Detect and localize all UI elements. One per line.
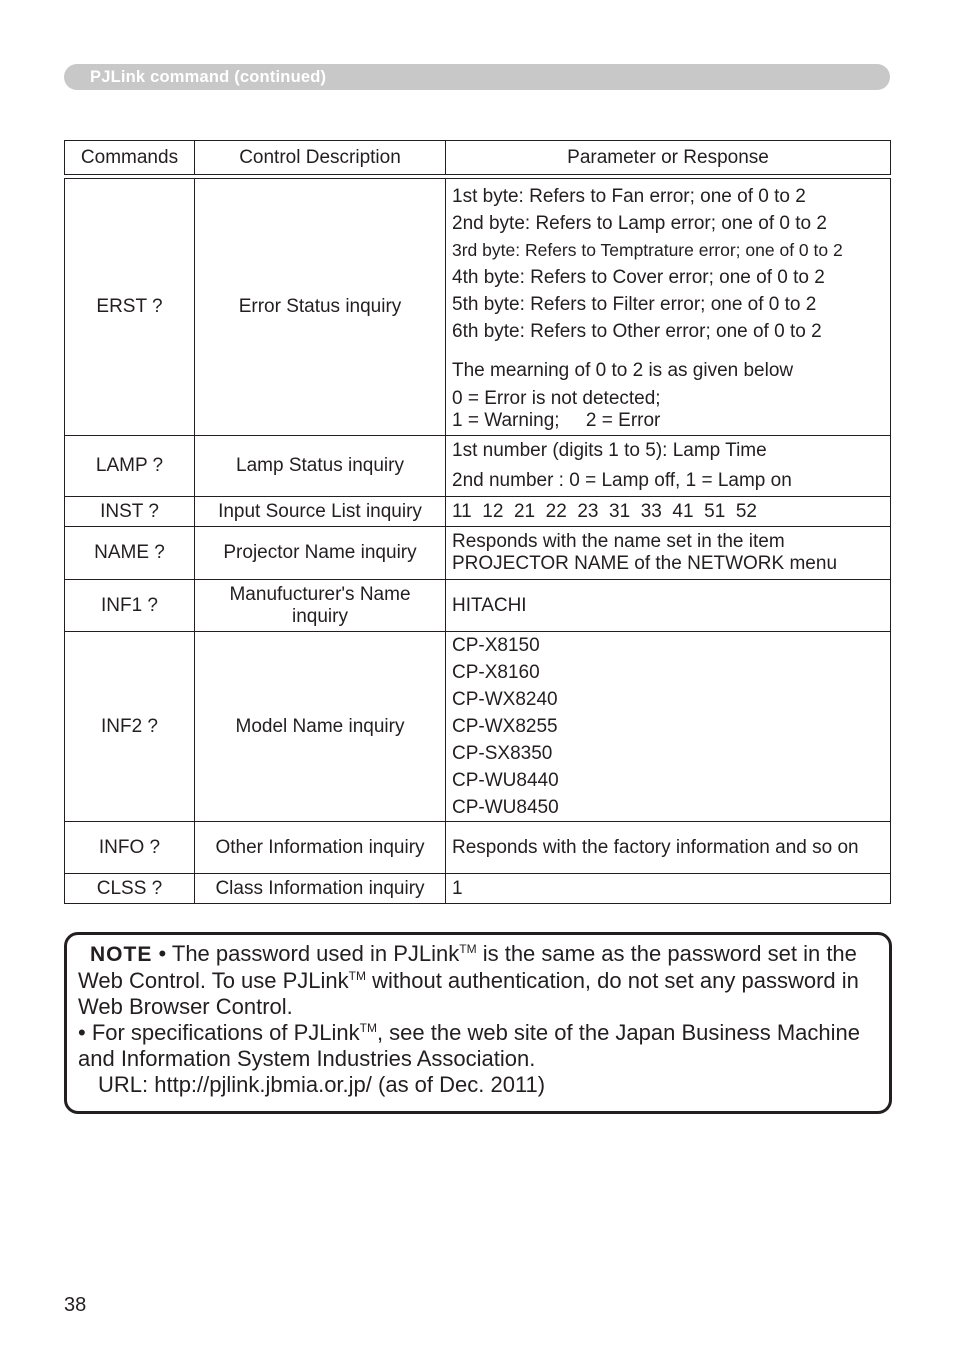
- table-row: [65, 580, 891, 632]
- param-line: 6th byte: Refers to Other error; one of 0 to 2: [452, 320, 822, 342]
- model-name: CP-WU8450: [452, 797, 559, 818]
- model-name: CP-X8150: [452, 635, 540, 656]
- trademark-mark: TM: [459, 942, 477, 956]
- param-line: 1: [452, 877, 463, 899]
- param-line: 4th byte: Refers to Cover error; one of 0 to 2: [452, 266, 825, 288]
- section-title: PJLink command (continued): [90, 68, 327, 86]
- table-header: [64, 140, 891, 175]
- param-line: 2nd byte: Refers to Lamp error; one of 0 to 2: [452, 212, 827, 234]
- parameter-cell: [446, 436, 891, 497]
- header-parameter-response: Parameter or Response: [446, 141, 891, 175]
- table-row: [65, 632, 891, 822]
- param-line: 0 = Error is not detected;: [452, 387, 661, 409]
- description-cell: Other Information inquiry: [195, 822, 446, 874]
- description-cell: Model Name inquiry: [195, 632, 446, 822]
- parameter-cell: [446, 874, 891, 904]
- model-name: CP-X8160: [452, 662, 540, 683]
- header-control-description: Control Description: [195, 141, 446, 175]
- description-cell: Input Source List inquiry: [195, 497, 446, 527]
- command-table: [64, 178, 891, 904]
- param-line: 1st byte: Refers to Fan error; one of 0 to 2: [452, 185, 806, 207]
- table-row: [65, 822, 891, 874]
- table-row: [65, 497, 891, 527]
- note-text-part: is the same as the password set in the Web Control. To use PJLink: [78, 941, 857, 993]
- note-url: URL: http://pjlink.jbmia.or.jp/ (as of Dec. 2011): [98, 1072, 546, 1097]
- command-cell: INF1 ?: [65, 580, 195, 632]
- note-text-part: • For specifications of PJLink: [78, 1020, 360, 1045]
- command-cell: NAME ?: [65, 527, 195, 580]
- param-line: Responds with the factory information and so on: [452, 836, 859, 858]
- model-name: CP-WU8440: [452, 770, 559, 791]
- description-cell: [195, 580, 446, 632]
- parameter-cell: [446, 822, 891, 874]
- command-cell: CLSS ?: [65, 874, 195, 904]
- trademark-mark: TM: [348, 969, 366, 983]
- command-cell: INFO ?: [65, 822, 195, 874]
- param-line: 11 12 21 22 23 31 33 41 51 52: [452, 500, 757, 522]
- table-row: [65, 179, 891, 436]
- parameter-cell: [446, 580, 891, 632]
- table-row: [65, 874, 891, 904]
- parameter-cell: [446, 632, 891, 822]
- note-text-part: without authentication, do not set any password in Web Browser Control.: [78, 968, 859, 1019]
- note-text-part: • The password used in PJLink: [158, 941, 460, 966]
- note-text: [78, 941, 878, 1098]
- trademark-mark: TM: [359, 1021, 377, 1035]
- parameter-cell: [446, 497, 891, 527]
- command-cell: INF2 ?: [65, 632, 195, 822]
- model-name: CP-WX8255: [452, 716, 558, 737]
- param-line: 5th byte: Refers to Filter error; one of 0 to 2: [452, 293, 817, 315]
- description-cell: Projector Name inquiry: [195, 527, 446, 580]
- command-cell: ERST ?: [65, 179, 195, 436]
- section-header-bar: [64, 64, 890, 90]
- description-cell: Class Information inquiry: [195, 874, 446, 904]
- param-line: 1st number (digits 1 to 5): Lamp Time: [452, 440, 767, 461]
- param-line: HITACHI: [452, 594, 527, 616]
- page-number: 38: [64, 1294, 87, 1316]
- description-cell: Error Status inquiry: [195, 179, 446, 436]
- model-name: CP-WX8240: [452, 689, 558, 710]
- table-row: [65, 436, 891, 497]
- description-line: inquiry: [292, 605, 348, 627]
- command-cell: INST ?: [65, 497, 195, 527]
- param-line: 3rd byte: Refers to Temptrature error; one of 0 to 2: [452, 239, 843, 260]
- command-cell: LAMP ?: [65, 436, 195, 497]
- param-line: Responds with the name set in the item: [452, 531, 785, 552]
- note-label: NOTE: [90, 943, 153, 966]
- parameter-cell: [446, 527, 891, 580]
- note-box: [64, 932, 892, 1114]
- param-line: 2nd number : 0 = Lamp off, 1 = Lamp on: [452, 470, 792, 491]
- description-cell: Lamp Status inquiry: [195, 436, 446, 497]
- param-line: 1 = Warning; 2 = Error: [452, 409, 661, 431]
- param-line: The mearning of 0 to 2 is as given below: [452, 359, 794, 381]
- param-line: PROJECTOR NAME of the NETWORK menu: [452, 553, 838, 574]
- table-row: [65, 527, 891, 580]
- description-line: Manufucturer's Name: [229, 583, 411, 605]
- header-commands: Commands: [65, 141, 195, 175]
- parameter-cell: [446, 179, 891, 436]
- note-text-part: , see the web site of the Japan Business Machine and Information System Industries Association.: [78, 1020, 861, 1071]
- model-name: CP-SX8350: [452, 743, 553, 764]
